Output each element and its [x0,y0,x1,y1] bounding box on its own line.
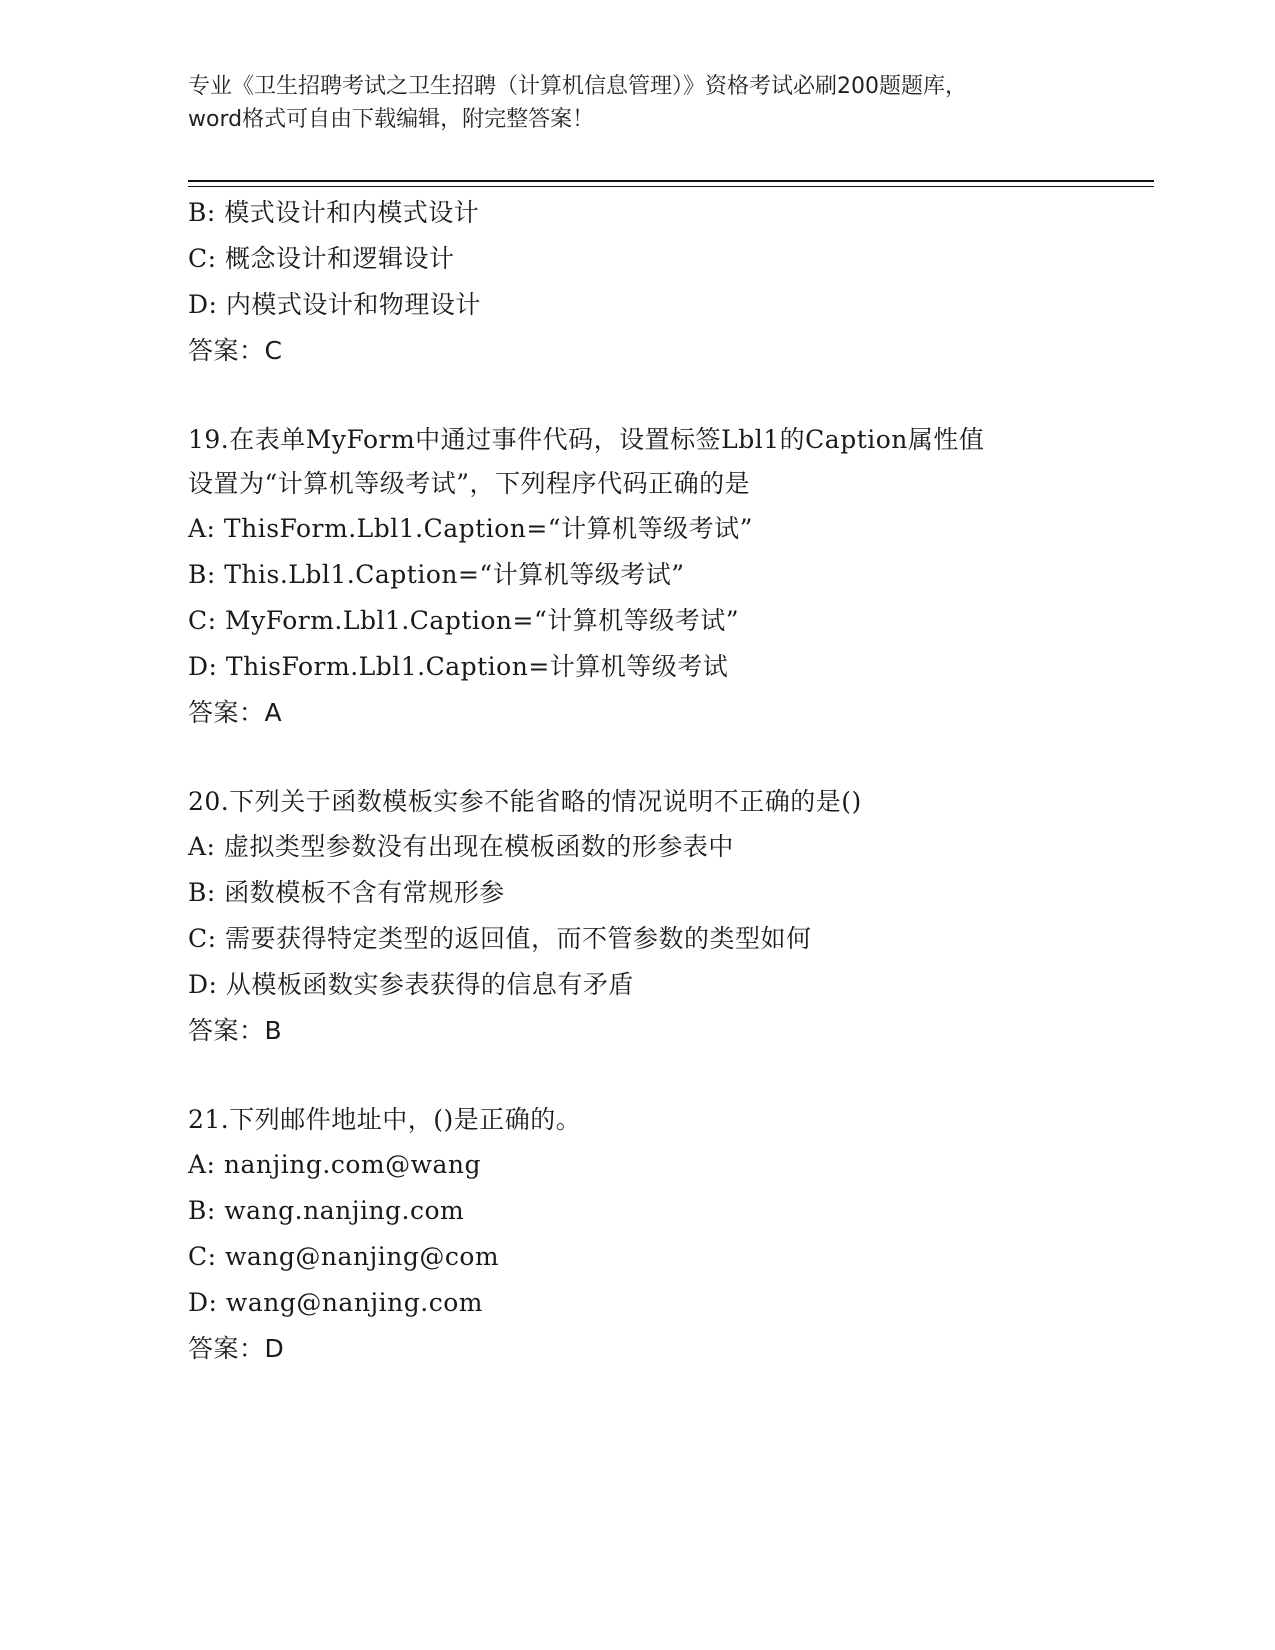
header-line-1: 专业《卫生招聘考试之卫生招聘（计算机信息管理）》资格考试必刷200题题库， [188,74,967,99]
option-c: C: MyForm.Lbl1.Caption=“计算机等级考试” [188,606,740,635]
option-d: D: wang@nanjing.com [188,1288,483,1317]
page-header [188,70,1088,136]
spacer [188,736,1088,780]
option-a: A: nanjing.com@wang [188,1150,481,1179]
option-c: C: 需要获得特定类型的返回值，而不管参数的类型如何 [188,924,812,953]
question-20 [188,780,1088,1054]
question-18 [188,190,1088,374]
option-d: D: 内模式设计和物理设计 [188,290,481,319]
answer: 答案：C [188,336,283,365]
answer: 答案：A [188,698,283,727]
question-stem: 20.下列关于函数模板实参不能省略的情况说明不正确的是() [188,787,862,816]
option-a: A: 虚拟类型参数没有出现在模板函数的形参表中 [188,832,734,861]
answer: 答案：D [188,1334,285,1363]
header-line-2: word格式可自由下载编辑，附完整答案！ [188,107,595,132]
spacer [188,1054,1088,1098]
option-b: B: 函数模板不含有常规形参 [188,878,505,907]
option-c: C: 概念设计和逻辑设计 [188,244,455,273]
option-b: B: This.Lbl1.Caption=“计算机等级考试” [188,560,685,589]
question-19 [188,418,1088,736]
question-21 [188,1098,1088,1372]
header-divider-thin [188,186,1154,187]
question-content [188,190,1088,1372]
question-stem: 21.下列邮件地址中，()是正确的。 [188,1105,582,1134]
option-d: D: 从模板函数实参表获得的信息有矛盾 [188,970,634,999]
option-a: A: ThisForm.Lbl1.Caption=“计算机等级考试” [188,514,753,543]
question-stem: 19.在表单MyForm中通过事件代码，设置标签Lbl1的Caption属性值 [188,425,985,454]
question-stem-cont: 设置为“计算机等级考试”，下列程序代码正确的是 [188,469,751,498]
answer: 答案：B [188,1016,283,1045]
option-c: C: wang@nanjing@com [188,1242,500,1271]
option-b: B: wang.nanjing.com [188,1196,465,1225]
header-divider-thick [188,180,1154,182]
spacer [188,374,1088,418]
option-b: B: 模式设计和内模式设计 [188,198,480,227]
option-d: D: ThisForm.Lbl1.Caption=计算机等级考试 [188,652,729,681]
